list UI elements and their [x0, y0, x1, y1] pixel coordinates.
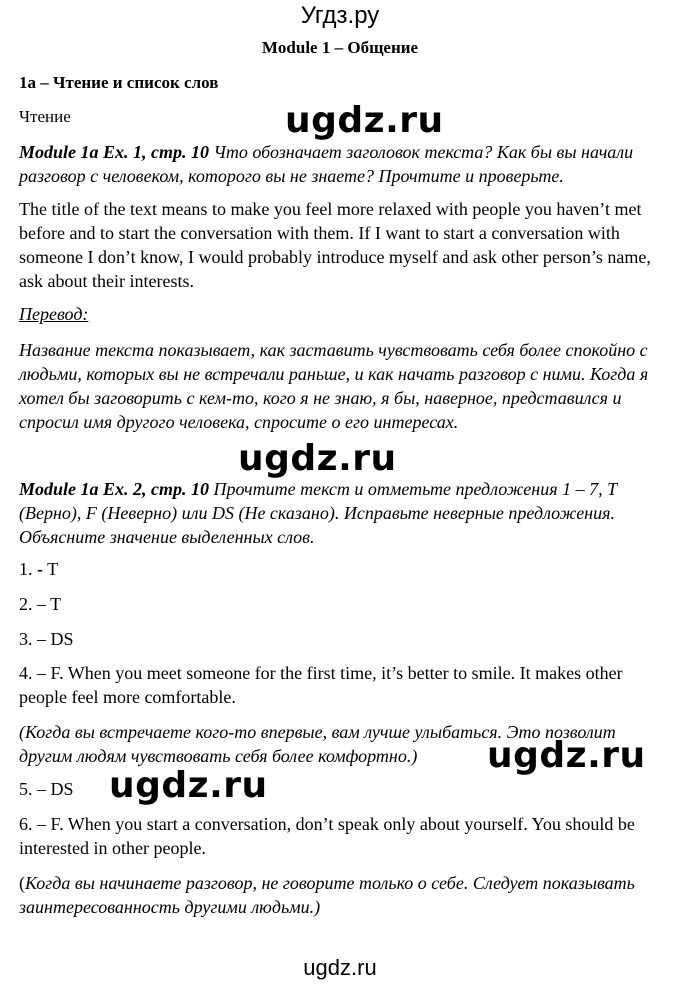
answer-6: 6. – F. When you start a conversation, don’t speak only about yourself. You should be interested in other people. [19, 814, 635, 858]
watermark: ugdz.ru [238, 438, 397, 479]
exercise-2-task [19, 477, 665, 549]
site-footer: ugdz.ru [303, 955, 377, 980]
watermark: ugdz.ru [109, 765, 268, 806]
watermark: ugdz.ru [487, 735, 646, 776]
answer-6-translation: (Когда вы начинаете разговор, не говорите только о себе. Следует показывать заинтересованность другими людьми.) [19, 873, 635, 917]
translation-label: Перевод: [19, 304, 89, 324]
watermark: ugdz.ru [285, 100, 444, 141]
answer-4: 4. – F. When you meet someone for the first time, it’s better to smile. It makes other people feel more comfortable. [19, 663, 623, 707]
exercise-2-ref: Module 1a Ex. 2, стр. 10 [19, 479, 210, 499]
subheading: Чтение [19, 107, 71, 126]
site-title: Угдз.ру [300, 2, 380, 29]
answer-4-translation: (Когда вы встречаете кого-то впервые, вам лучше улыбаться. Это позволит другим людям чувствовать себя более комфортно.) [19, 722, 616, 766]
exercise-2-task-text: Прочтите текст и отметьте предложения 1 – 7, T (Верно), F (Неверно) или DS (Не сказано). Исправьте неверные предложения. Объясните значение выделенных слов. [19, 479, 617, 547]
answer-2: 2. – T [19, 594, 62, 614]
answer-3: 3. – DS [19, 629, 74, 649]
section-heading: 1a – Чтение и список слов [19, 73, 219, 92]
answer-5: 5. – DS [19, 779, 74, 799]
exercise-1-answer: The title of the text means to make you feel more relaxed with people you haven’t met before and to start the conversation with them. If I want to start a conversation with someone I don’t know, I would probably introduce myself and ask other person’s name, ask about their interests. [19, 199, 651, 291]
exercise-1-translation: Название текста показывает, как заставить чувствовать себя более спокойно с людьми, которых вы не встречали раньше, и как начать разговор с ними. Когда я хотел бы заговорить с кем-то, кого я не знаю, я бы, наверное, представился и спросил имя другого человека, спросите о его интересах. [19, 340, 649, 432]
module-title: Module 1 – Общение [261, 38, 419, 57]
exercise-1-task [19, 140, 665, 188]
answer-1: 1. - T [19, 559, 59, 579]
exercise-1-ref: Module 1a Ex. 1, стр. 10 [19, 142, 210, 162]
exercise-1-task-text: Что обозначает заголовок текста? Как бы вы начали разговор с человеком, которого вы не знаете? Прочтите и проверьте. [19, 142, 634, 186]
